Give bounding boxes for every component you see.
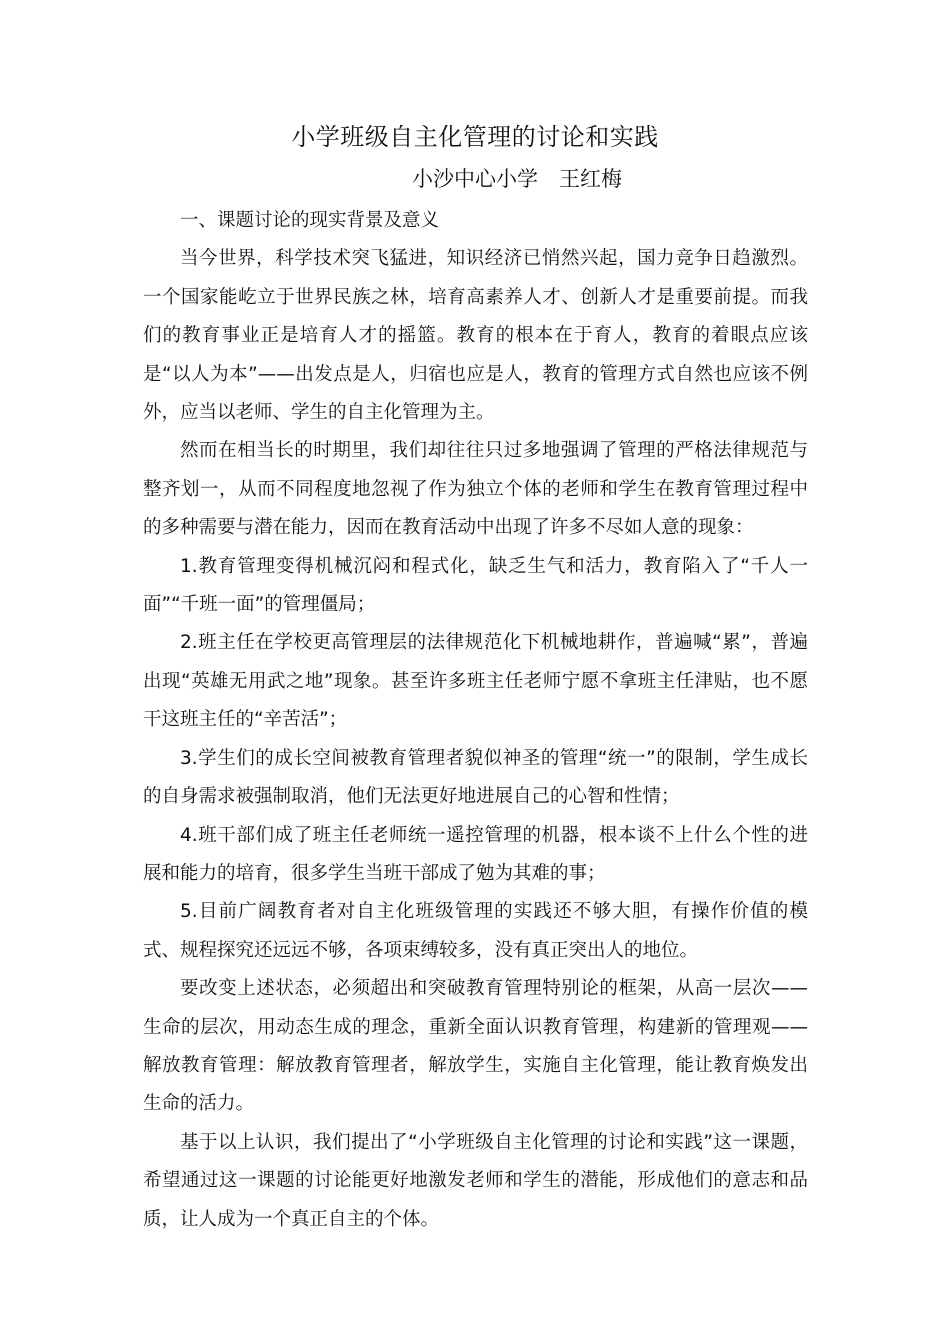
list-item: 2.班主任在学校更高管理层的法律规范化下机械地耕作，普遍喊“累”，普遍出现“英雄无用武之地”现象。甚至许多班主任老师宁愿不拿班主任津贴，也不愿干这班主任的“辛苦活”； (143, 632, 808, 731)
section-heading: 一、课题讨论的现实背景及意义 (180, 210, 440, 231)
document-title: 小学班级自主化管理的讨论和实践 (291, 123, 659, 151)
document-author: 小沙中心小学 王红梅 (412, 167, 622, 191)
body-paragraph: 当今世界，科学技术突飞猛进，知识经济已悄然兴起，国力竞争日趋激烈。一个国家能屹立于世界民族之林，培育高素养人才、创新人才是重要前提。而我们的教育事业正是培育人才的摇篮。教育的根本在于育人，教育的着眼点应该是“以人为本”——出发点是人，归宿也应是人，教育的管理方式自然也应该不例外，应当以老师、学生的自主化管理为主。 (143, 248, 808, 424)
body-paragraph: 基于以上认识，我们提出了“小学班级自主化管理的讨论和实践”这一课题，希望通过这一课题的讨论能更好地激发老师和学生的潜能，形成他们的意志和品质，让人成为一个真正自主的个体。 (143, 1131, 808, 1230)
document-body (143, 202, 808, 1239)
list-item: 4.班干部们成了班主任老师统一遥控管理的机器，根本谈不上什么个性的进展和能力的培育，很多学生当班干部成了勉为其难的事； (143, 824, 808, 884)
body-paragraph: 然而在相当长的时期里，我们却往往只过多地强调了管理的严格法律规范与整齐划一，从而不同程度地忽视了作为独立个体的老师和学生在教育管理过程中的多种需要与潜在能力，因而在教育活动中出现了许多不尽如人意的现象： (143, 440, 808, 539)
list-item: 3.学生们的成长空间被教育管理者貌似神圣的管理“统一”的限制，学生成长的自身需求被强制取消，他们无法更好地进展自己的心智和性情； (143, 747, 808, 808)
list-item: 5.目前广阔教育者对自主化班级管理的实践还不够大胆，有操作价值的模式、规程探究还远远不够，各项束缚较多，没有真正突出人的地位。 (143, 901, 808, 961)
body-paragraph: 要改变上述状态，必须超出和突破教育管理特别论的框架，从高一层次——生命的层次，用动态生成的理念，重新全面认识教育管理，构建新的管理观——解放教育管理：解放教育管理者，解放学生，实施自主化管理，能让教育焕发出生命的活力。 (143, 978, 808, 1115)
list-item: 1.教育管理变得机械沉闷和程式化，缺乏生气和活力，教育陷入了“千人一面”“千班一面”的管理僵局； (143, 555, 808, 616)
